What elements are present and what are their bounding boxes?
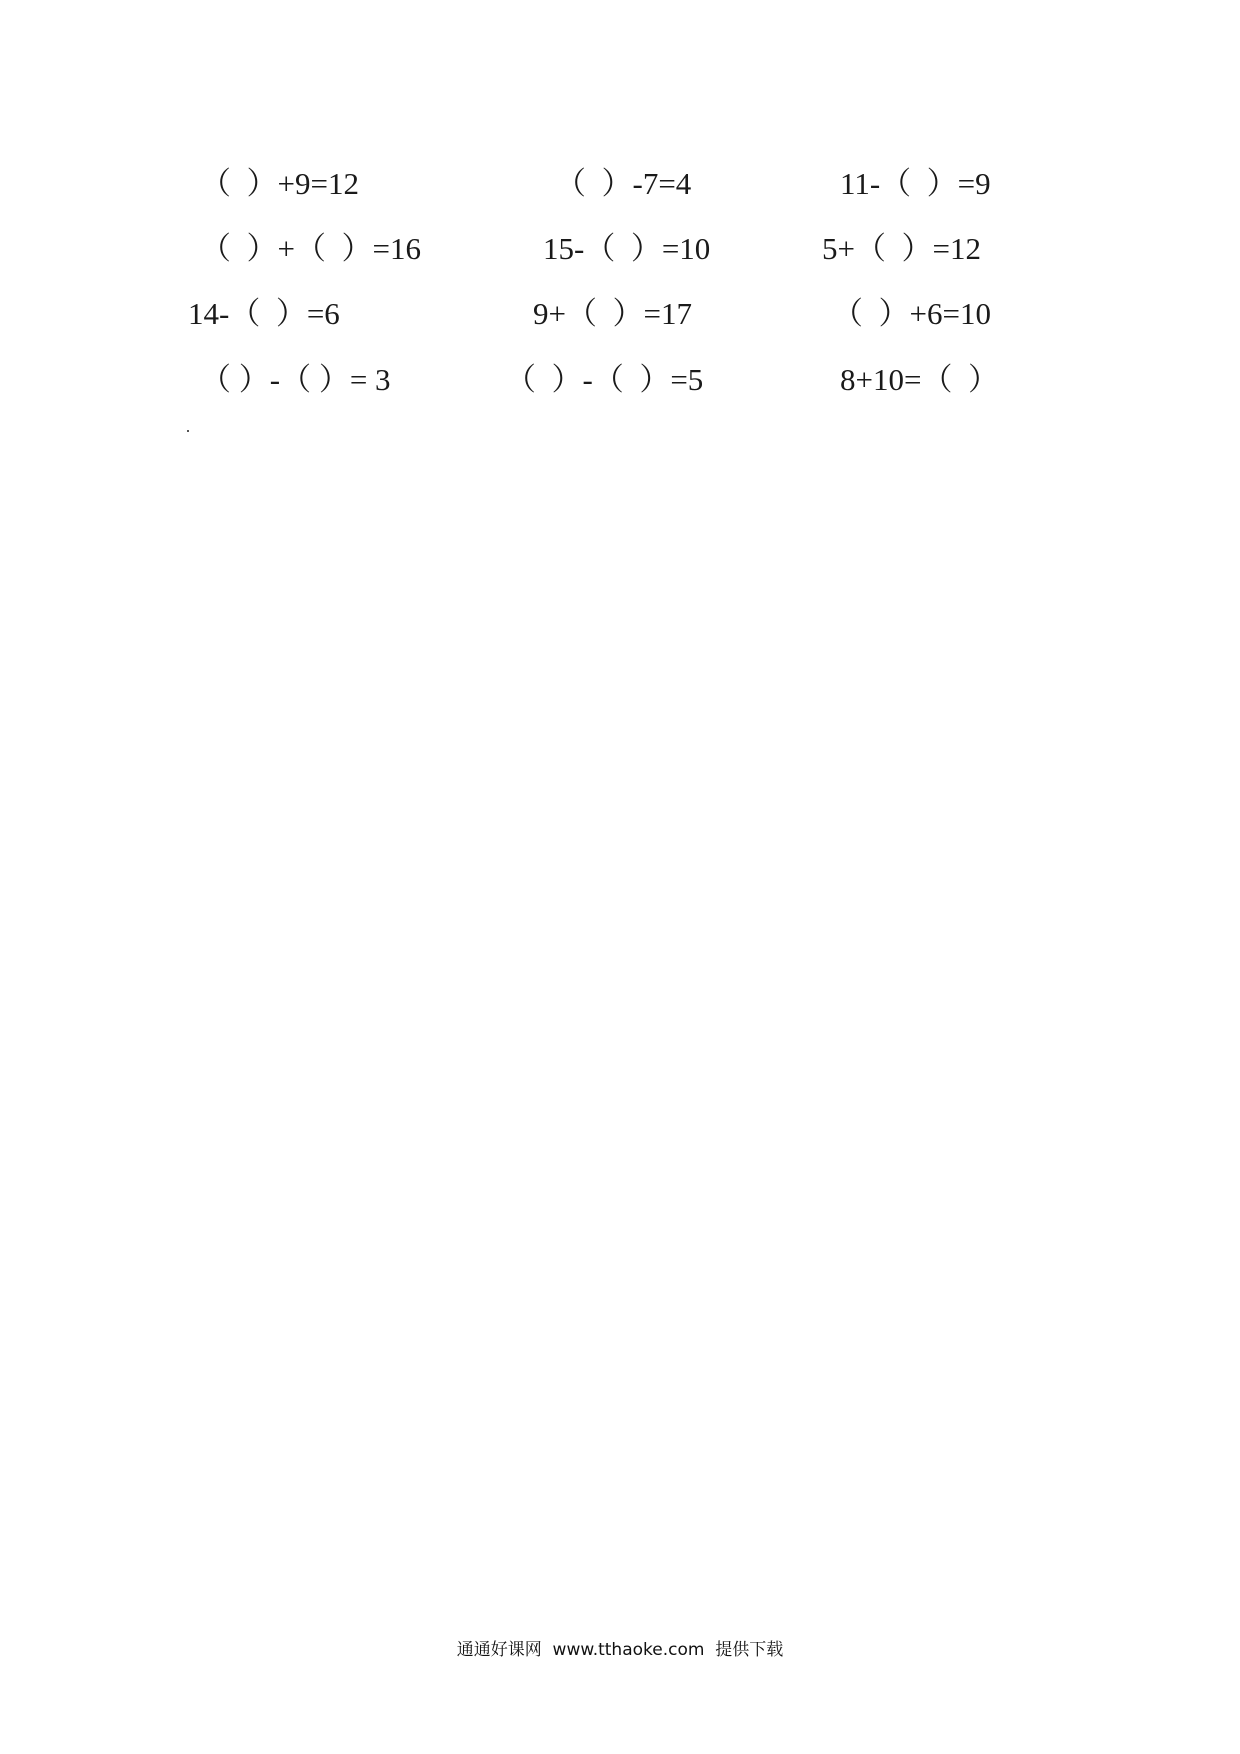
problem-r4-c3: 8+10=（ ） — [840, 362, 999, 397]
problem-r2-c3: 5+（ ）=12 — [822, 231, 981, 266]
problem-r2-c1: （ ）+（ ）=16 — [200, 231, 421, 266]
problem-r3-c2: 9+（ ）=17 — [533, 296, 692, 331]
problem-r2-c2: 15-（ ）=10 — [543, 231, 711, 266]
problem-r4-c1: （ ）-（ ）= 3 — [200, 362, 391, 397]
problem-r1-c2: （ ）-7=4 — [555, 166, 692, 201]
problem-r1-c1: （ ）+9=12 — [200, 166, 359, 201]
footer-source-note: 通通好课网 www.tthaoke.com 提供下载 — [456, 1640, 784, 1660]
problem-r4-c2: （ ）-（ ）=5 — [505, 362, 704, 397]
problem-r3-c3: （ ）+6=10 — [832, 296, 991, 331]
scan-speck — [187, 430, 189, 432]
problem-r3-c1: 14-（ ）=6 — [188, 296, 340, 331]
problem-r1-c3: 11-（ ）=9 — [840, 166, 991, 201]
